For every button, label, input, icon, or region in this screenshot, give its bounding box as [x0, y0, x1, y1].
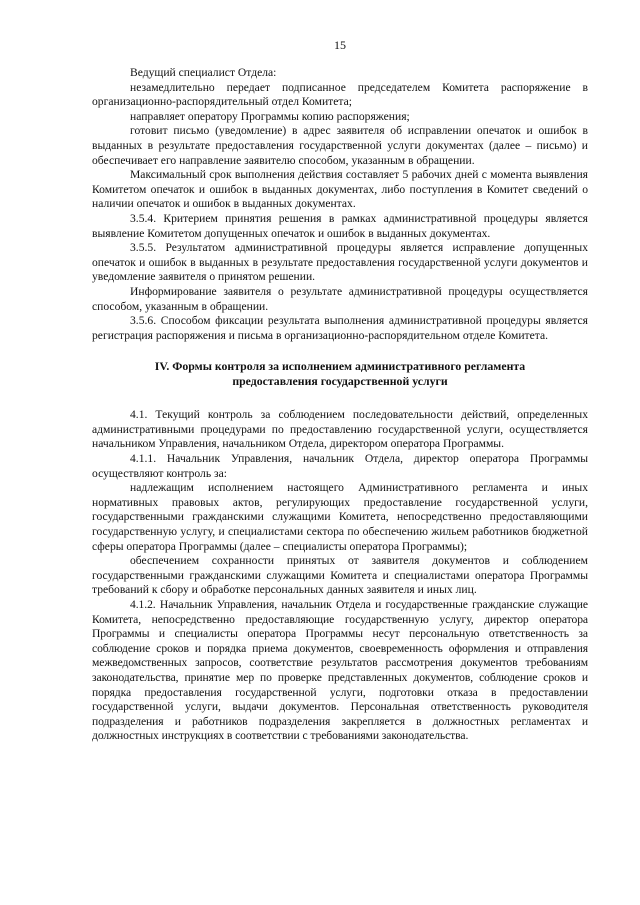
paragraph-transfer-order: незамедлительно передает подписанное председателем Комитета распоряжение в организационно-распорядительный отдел Комитета;: [92, 80, 588, 109]
paragraph-3-5-5: 3.5.5. Результатом административной процедуры является исправление допущенных опечаток и ошибок в выданных в результате предоставления государственной услуги документов и уведомление заявителя о принятом решении.: [92, 241, 588, 284]
paragraph-max-term: Максимальный срок выполнения действия составляет 5 рабочих дней с момента выявления Комитетом опечаток и ошибок в выданных документах, либо поступления в Комитет сведений о наличии опечаток и ошибок в выданных документах.: [92, 168, 588, 211]
paragraph-data-safety: обеспечением сохранности принятых от заявителя документов и соблюдением государственными гражданскими служащими Комитета и специалистами оператора Программы требований к сбору и обработке персональных данных заявителя и иных лиц.: [92, 554, 588, 597]
paragraph-send-copy: направляет оператору Программы копию распоряжения;: [130, 109, 410, 123]
paragraph-4-1-2: 4.1.2. Начальник Управления, начальник Отдела и государственные гражданские служащие Комитета, непосредственно предоставляющие государственную услугу, директор оператора Программы и специалисты оператора Программы несут персональную ответственность за соблюдение сроков и порядка приема документов, своевременность оформления и отправления межведомственных запросов, соответствие результатов рассмотрения документов требованиям законодательства, принятие мер по проверке представленных документов, соблюдение сроков и порядка предоставления государственной услуги, подготовки отказа в предоставлении государственной услуги, выдачи документов. Персональная ответственность руководителя подразделения и работников подразделения закрепляется в должностных регламентах и должностных инструкциях в соответствии с требованиями законодательства.: [92, 598, 588, 743]
paragraph-informing: Информирование заявителя о результате административной процедуры осуществляется способом, указанным в обращении.: [92, 284, 588, 313]
section-heading: [92, 359, 588, 389]
page-number: 15: [334, 38, 346, 52]
paragraph-3-5-6: 3.5.6. Способом фиксации результата выполнения административной процедуры является регистрация распоряжения и письма в организационно-распорядительном отделе Комитета.: [92, 314, 588, 342]
paragraph-4-1-1: 4.1.1. Начальник Управления, начальник Отдела, директор оператора Программы осуществляют контроль за:: [92, 452, 588, 480]
paragraph-4-1: 4.1. Текущий контроль за соблюдением последовательности действий, определенных административными процедурами по предоставлению государственной услуги, осуществляется начальником Управления, начальником Отдела, директором оператора Программы.: [92, 408, 588, 451]
paragraph-specialist-heading: Ведущий специалист Отдела:: [130, 66, 277, 79]
section-heading-line-2: предоставления государственной услуги: [232, 374, 448, 389]
paragraph-proper-execution: надлежащим исполнением настоящего Административного регламента и иных нормативных правовых актов, регулирующих предоставление государственной услуги, государственными гражданскими служащими Комитета, непосредственно предоставляющими государственную услугу, и специалистами сектора по обеспечению жильем работников бюджетной сферы оператора Программы (далее – специалисты оператора Программы);: [92, 481, 588, 553]
section-heading-line-1: IV. Формы контроля за исполнением административного регламента: [154, 359, 526, 374]
paragraph-3-5-4: 3.5.4. Критерием принятия решения в рамках административной процедуры является выявление Комитетом допущенных опечаток и ошибок в выданных документах.: [92, 211, 588, 240]
paragraph-prepare-letter: готовит письмо (уведомление) в адрес заявителя об исправлении опечаток и ошибок в выданных в результате предоставления государственной услуги документах (далее – письмо) и обеспечивает его направление заявителю способом, указанным в обращении.: [92, 124, 588, 167]
